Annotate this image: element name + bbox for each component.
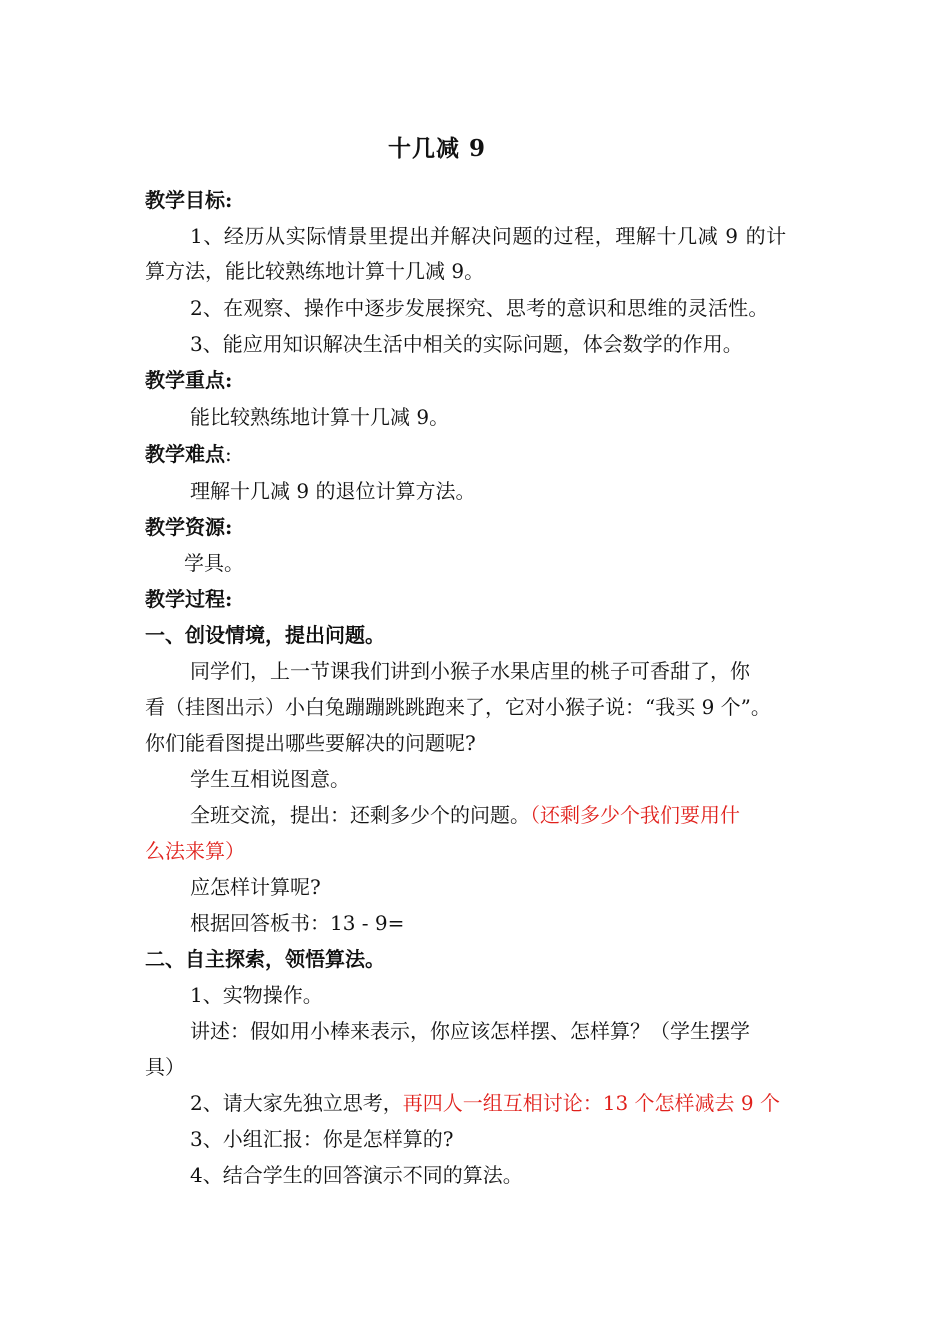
section-1-paragraph-3-line-1	[190, 801, 740, 829]
section-1-heading: 一、创设情境，提出问题。	[145, 623, 385, 647]
section-1-paragraph-1-line-1: 同学们，上一节课我们讲到小猴子水果店里的桃子可香甜了，你	[190, 659, 750, 683]
resources-text: 学具。	[184, 551, 244, 575]
section-1-paragraph-5: 根据回答板书：13 - 9=	[190, 911, 405, 935]
difficulty-heading-line	[145, 440, 232, 468]
section-1-paragraph-3-highlight: （还剩多少个我们要用什	[530, 803, 740, 827]
section-1-paragraph-3-line-2: 么法来算）	[145, 839, 245, 863]
section-1-paragraph-1-line-2: 看（挂图出示）小白兔蹦蹦跳跳跑来了，它对小猴子说：“我买 9 个”。	[145, 695, 771, 719]
section-2-item-2	[190, 1089, 780, 1117]
objectives-heading: 教学目标:	[145, 188, 233, 212]
section-2-item-2-text: 2、请大家先独立思考，	[190, 1091, 403, 1115]
key-point-text: 能比较熟练地计算十几减 9。	[190, 405, 450, 429]
section-2-item-1: 1、实物操作。	[190, 983, 323, 1007]
section-2-item-1b-line-2: 具）	[145, 1055, 185, 1079]
difficulty-text: 理解十几减 9 的退位计算方法。	[190, 479, 476, 503]
section-2-item-4: 4、结合学生的回答演示不同的算法。	[190, 1163, 523, 1187]
objective-2: 2、在观察、操作中逐步发展探究、思考的意识和思维的灵活性。	[190, 296, 769, 320]
section-1-paragraph-1-line-3: 你们能看图提出哪些要解决的问题呢?	[145, 731, 476, 755]
section-2-item-2-highlight: 再四人一组互相讨论：13 个怎样减去 9 个	[402, 1091, 780, 1115]
objective-3: 3、能应用知识解决生活中相关的实际问题，体会数学的作用。	[190, 332, 743, 356]
process-heading: 教学过程:	[145, 587, 233, 611]
section-1-paragraph-2: 学生互相说图意。	[190, 767, 350, 791]
resources-heading: 教学资源:	[145, 515, 233, 539]
section-1-paragraph-3-text: 全班交流，提出：还剩多少个的问题。	[190, 803, 530, 827]
difficulty-heading: 教学难点	[145, 442, 225, 466]
objective-1-line-1: 1、经历从实际情景里提出并解决问题的过程，理解十几减 9 的计	[190, 224, 787, 248]
section-2-item-3: 3、小组汇报：你是怎样算的?	[190, 1127, 454, 1151]
key-point-heading: 教学重点:	[145, 368, 233, 392]
section-2-item-1b-line-1: 讲述：假如用小棒来表示，你应该怎样摆、怎样算？（学生摆学	[190, 1019, 750, 1043]
section-2-heading: 二、自主探索，领悟算法。	[145, 947, 385, 971]
difficulty-colon: :	[225, 442, 232, 466]
document-title: 十几减 9	[387, 135, 486, 162]
objective-1-line-2: 算方法，能比较熟练地计算十几减 9。	[145, 259, 485, 283]
section-1-paragraph-4: 应怎样计算呢?	[190, 875, 321, 899]
